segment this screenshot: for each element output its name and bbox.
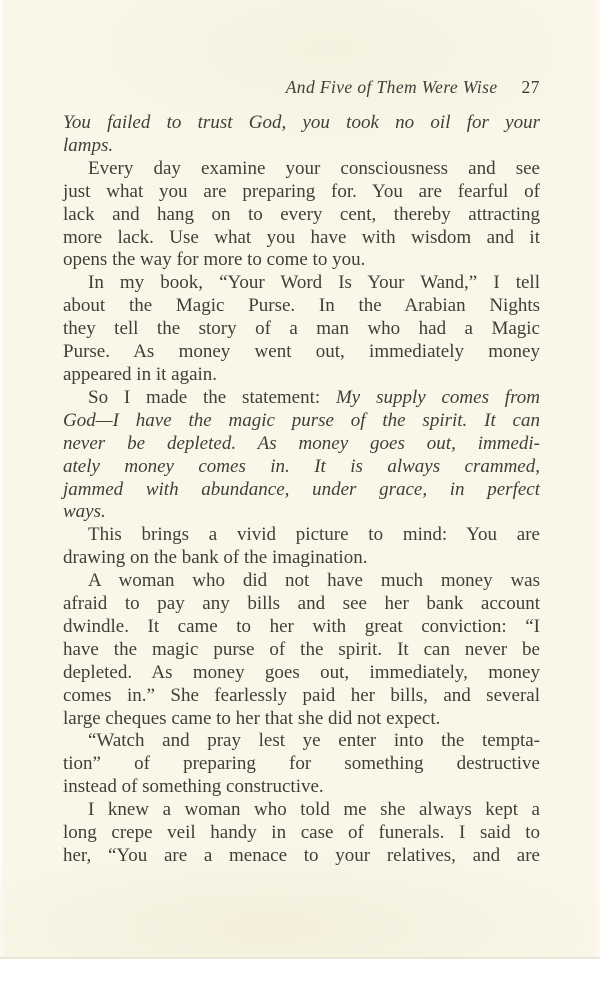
text-line (63, 570, 540, 593)
text-segment: A woman who did not have much money was (88, 570, 540, 592)
text-segment: comes in.” She fearlessly paid her bills, and several (63, 684, 540, 706)
text-line (63, 318, 540, 341)
text-line (63, 822, 540, 845)
text-line (63, 776, 540, 799)
text-line (63, 593, 540, 616)
text-segment: long crepe veil handy in case of funerals. I said to (63, 822, 540, 844)
italic-text-segment: God—I have the magic purse of the spirit. It can (63, 409, 540, 431)
text-line (63, 181, 540, 204)
italic-text-segment: lamps. (63, 134, 114, 156)
italic-text-segment: ately money comes in. It is always crammed, (63, 455, 540, 477)
text-line (63, 616, 540, 639)
text-line (63, 295, 540, 318)
text-line (63, 753, 540, 776)
text-line (63, 112, 540, 135)
text-segment: tion” of preparing for something destructive (63, 753, 540, 775)
text-line (63, 524, 540, 547)
text-segment: Every day examine your consciousness and see (88, 157, 540, 179)
text-line (63, 364, 540, 387)
text-line (63, 501, 540, 524)
text-segment: afraid to pay any bills and see her bank account (63, 593, 540, 615)
text-segment: “Watch and pray lest ye enter into the tempta- (88, 730, 540, 752)
text-line (63, 685, 540, 708)
text-segment: opens the way for more to come to you. (63, 249, 366, 271)
text-line (63, 479, 540, 502)
text-line (63, 799, 540, 822)
text-line (63, 730, 540, 753)
text-line (63, 708, 540, 731)
text-line (63, 272, 540, 295)
page-body (63, 112, 540, 868)
text-line (63, 639, 540, 662)
text-segment: I knew a woman who told me she always kept a (88, 799, 540, 821)
italic-text-segment: My supply comes from (335, 386, 540, 408)
italic-text-segment: never be depleted. As money goes out, immedi- (63, 432, 540, 454)
text-segment: dwindle. It came to her with great conviction: “I (63, 615, 540, 637)
text-segment: drawing on the bank of the imagination. (63, 547, 368, 569)
text-segment: appeared in it again. (63, 363, 218, 385)
text-line (63, 158, 540, 181)
text-line (63, 410, 540, 433)
text-segment: depleted. As money goes out, immediately, money (63, 661, 540, 683)
italic-text-segment: ways. (63, 501, 106, 523)
text-line (63, 456, 540, 479)
text-line (63, 227, 540, 250)
running-header-title: And Five of Them Were Wise (285, 77, 498, 97)
text-segment: more lack. Use what you have with wisdom and it (63, 226, 540, 248)
text-segment: lack and hang on to every cent, thereby attracting (63, 203, 540, 225)
page-number: 27 (521, 77, 540, 97)
text-segment: large cheques came to her that she did not expect. (63, 707, 441, 729)
text-line (63, 662, 540, 685)
text-segment: instead of something constructive. (63, 776, 324, 798)
text-line (63, 341, 540, 364)
text-line (63, 135, 540, 158)
text-segment: they tell the story of a man who had a Magic (63, 318, 540, 340)
text-line (63, 845, 540, 868)
text-segment: about the Magic Purse. In the Arabian Nights (63, 295, 540, 317)
text-segment: have the magic purse of the spirit. It can never be (63, 638, 540, 660)
italic-text-segment: jammed with abundance, under grace, in perfect (63, 478, 540, 500)
text-line (63, 433, 540, 456)
text-segment: her, “You are a menace to your relatives, and are (63, 845, 540, 866)
text-segment: So I made the statement: (88, 386, 336, 408)
running-header (63, 76, 540, 98)
text-line (63, 547, 540, 570)
text-line (63, 249, 540, 272)
text-segment: This brings a vivid picture to mind: You are (88, 524, 540, 546)
text-line (63, 204, 540, 227)
text-line (63, 387, 540, 410)
text-segment: Purse. As money went out, immediately money (63, 341, 540, 363)
text-segment: just what you are preparing for. You are fearful of (63, 180, 540, 202)
italic-text-segment: You failed to trust God, you took no oil for your (63, 112, 540, 133)
text-segment: In my book, “Your Word Is Your Wand,” I tell (88, 272, 540, 294)
